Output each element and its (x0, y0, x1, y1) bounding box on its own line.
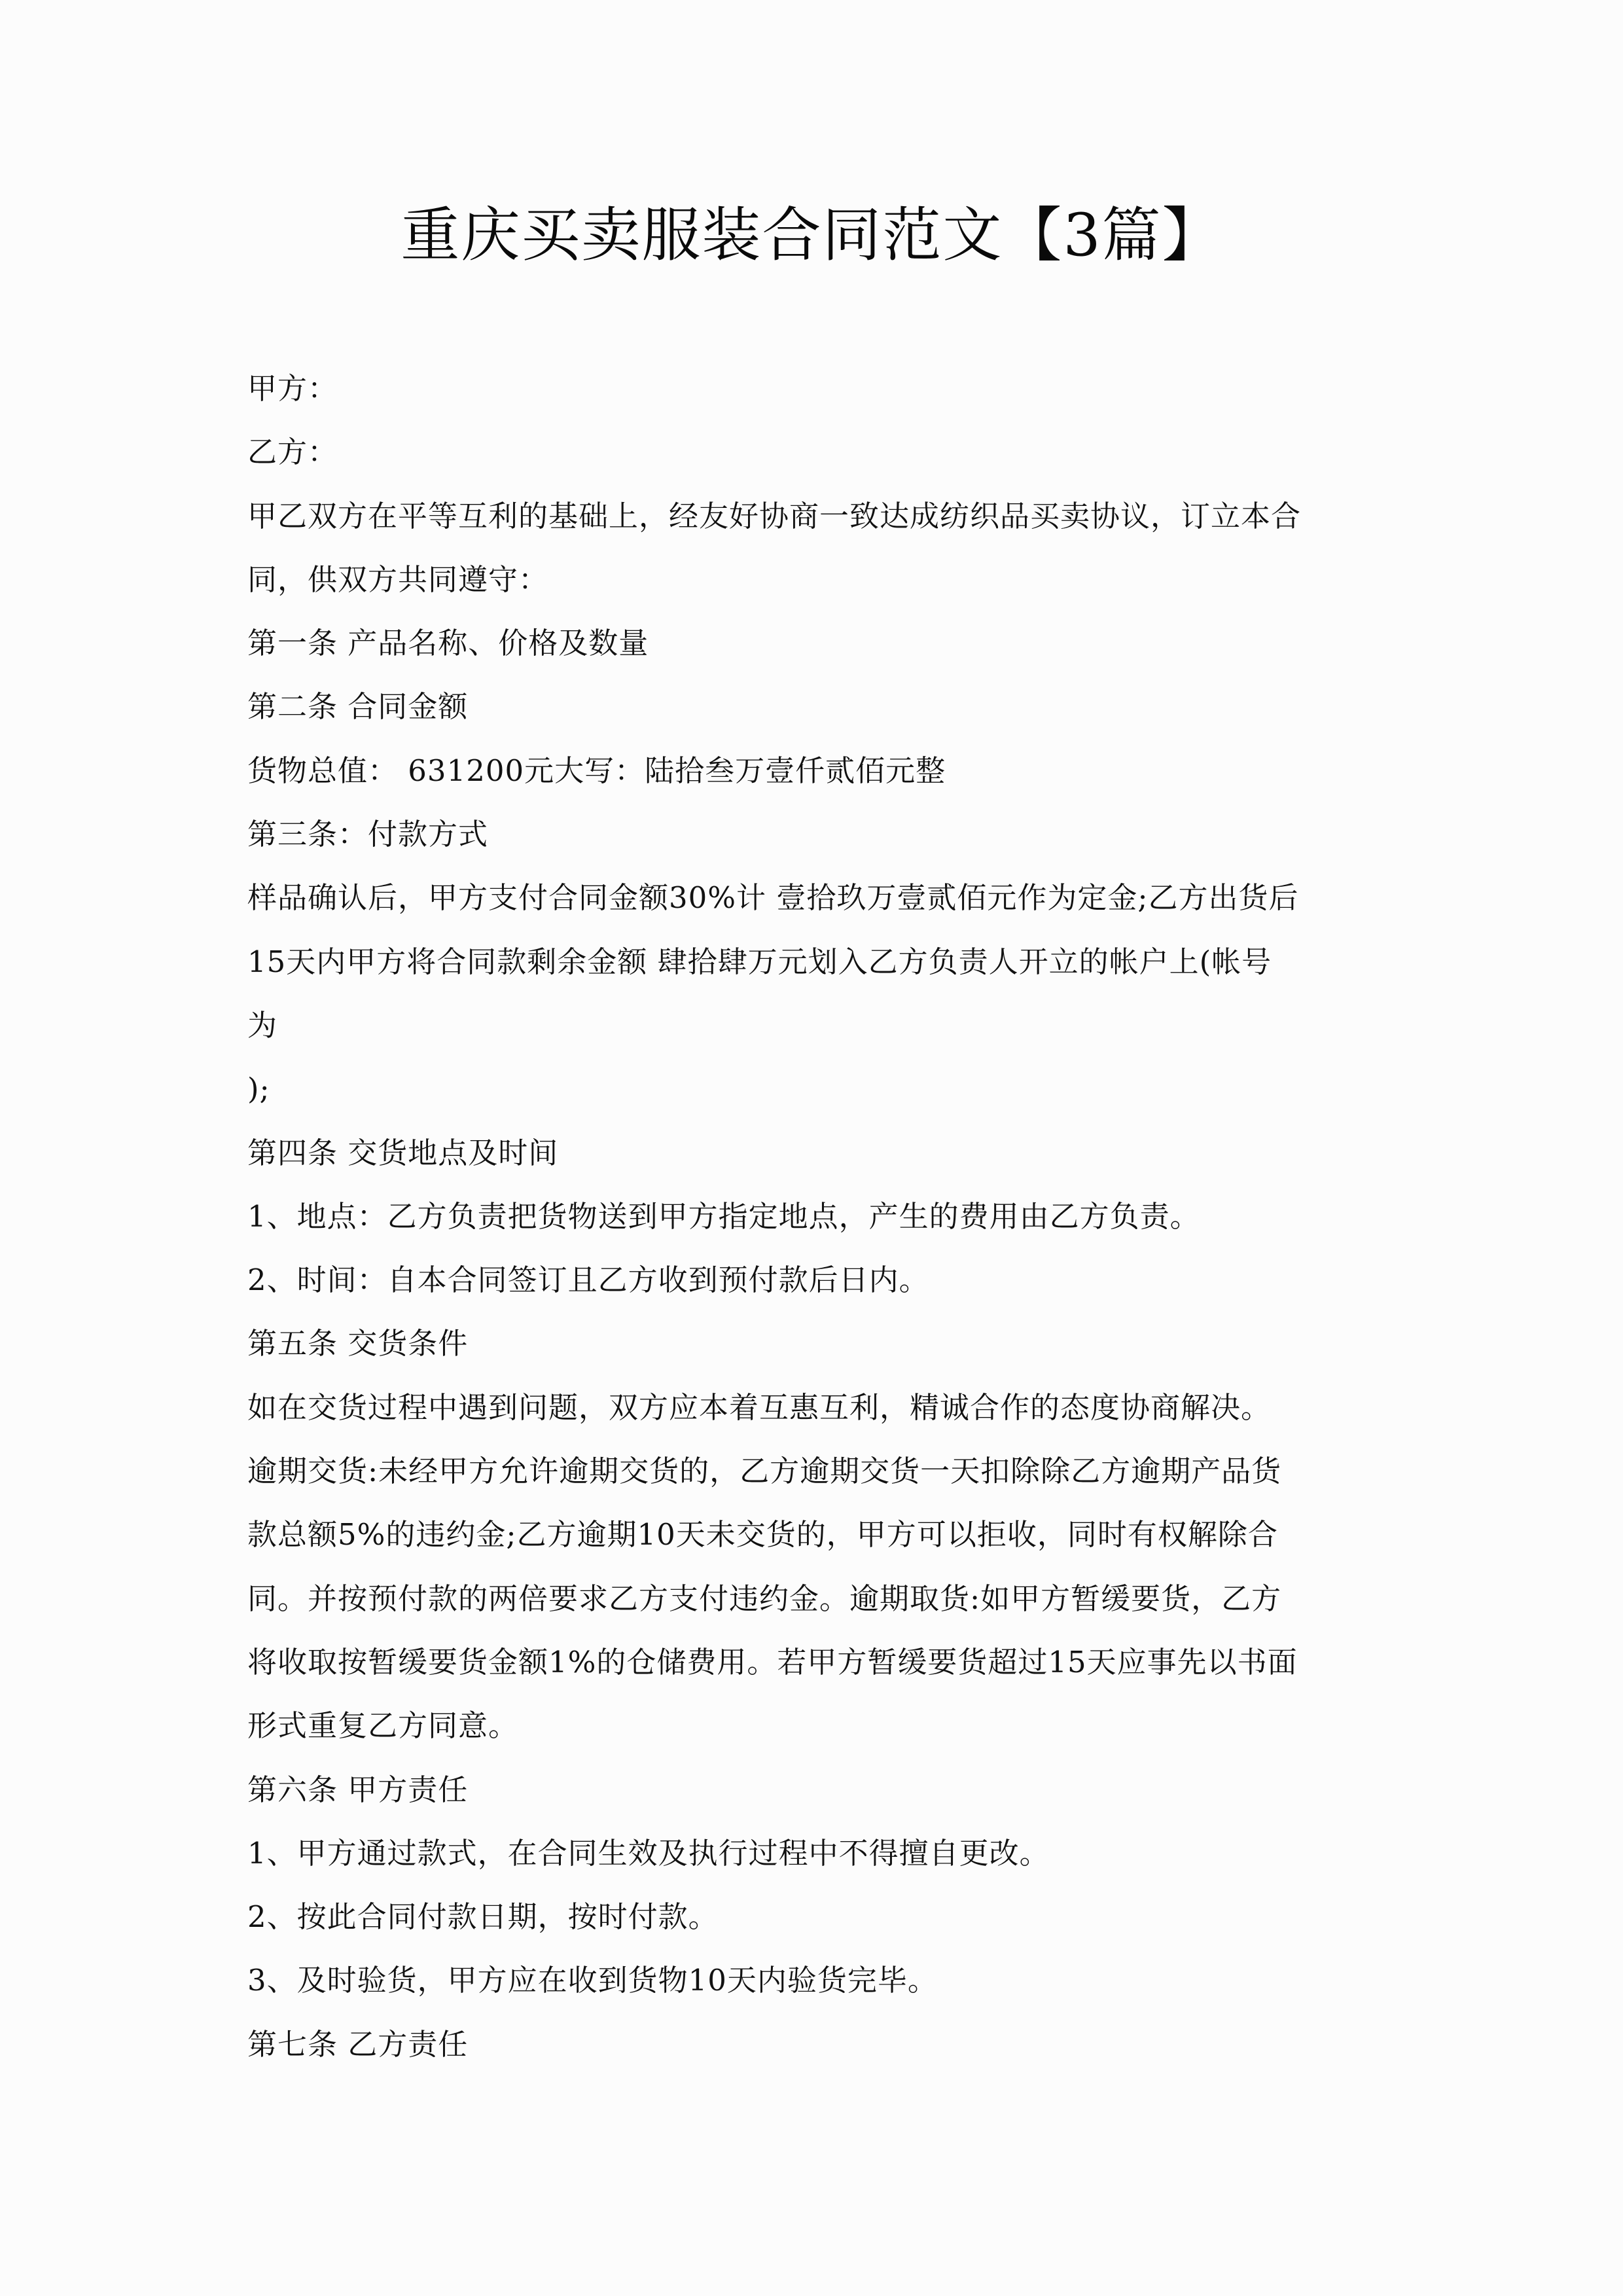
total-value-line: 货物总值： 631200元大写：陆拾叁万壹仟贰佰元整 (247, 753, 946, 788)
article-1-heading: 第一条 产品名称、价格及数量 (247, 626, 649, 661)
preamble-line: 甲乙双方在平等互利的基础上，经友好协商一致达成纺织品买卖协议，订立本合 (247, 498, 1302, 533)
article-2-heading: 第二条 合同金额 (247, 689, 469, 725)
delivery-location-item: 1、地点：乙方负责把货物送到甲方指定地点，产生的费用由乙方负责。 (247, 1198, 1200, 1234)
party-a-duty-item: 1、甲方通过款式，在合同生效及执行过程中不得擅自更改。 (247, 1835, 1050, 1871)
party-a-duty-item: 2、按此合同付款日期，按时付款。 (247, 1899, 719, 1935)
payment-terms-line: ); (247, 1071, 270, 1107)
delivery-conditions-line: 如在交货过程中遇到问题，双方应本着互惠互利，精诚合作的态度协商解决。 (247, 1390, 1272, 1425)
document-body (247, 357, 1380, 2076)
late-pickup-line: 形式重复乙方同意。 (247, 1708, 519, 1744)
late-delivery-line: 同。并按预付款的两倍要求乙方支付违约金。逾期取货:如甲方暂缓要货，乙方 (247, 1581, 1282, 1616)
article-6-heading: 第六条 甲方责任 (247, 1772, 469, 1807)
delivery-time-item: 2、时间：自本合同签订且乙方收到预付款后日内。 (247, 1263, 929, 1298)
party-a-duty-item: 3、及时验货，甲方应在收到货物10天内验货完毕。 (247, 1963, 938, 1998)
payment-terms-line: 样品确认后，甲方支付合同金额30%计 壹拾玖万壹贰佰元作为定金;乙方出货后 (247, 880, 1299, 916)
late-delivery-line: 款总额5%的违约金;乙方逾期10天未交货的，甲方可以拒收，同时有权解除合 (247, 1517, 1278, 1552)
article-4-heading: 第四条 交货地点及时间 (247, 1135, 559, 1170)
party-a-label: 甲方： (247, 371, 338, 406)
article-3-heading: 第三条：付款方式 (247, 817, 489, 852)
payment-terms-line: 15天内甲方将合同款剩余金额 肆拾肆万元划入乙方负责人开立的帐户上(帐号 (247, 944, 1272, 979)
late-pickup-line: 将收取按暂缓要货金额1%的仓储费用。若甲方暂缓要货超过15天应事先以书面 (247, 1644, 1298, 1679)
document-title: 重庆买卖服装合同范文【3篇】 (401, 201, 1222, 270)
preamble-line: 同，供双方共同遵守： (247, 562, 549, 597)
party-b-label: 乙方： (247, 435, 338, 470)
payment-terms-line: 为 (247, 1007, 278, 1043)
late-delivery-line: 逾期交货:未经甲方允许逾期交货的，乙方逾期交货一天扣除除乙方逾期产品货 (247, 1454, 1282, 1489)
article-7-heading: 第七条 乙方责任 (247, 2026, 469, 2062)
article-5-heading: 第五条 交货条件 (247, 1326, 469, 1361)
